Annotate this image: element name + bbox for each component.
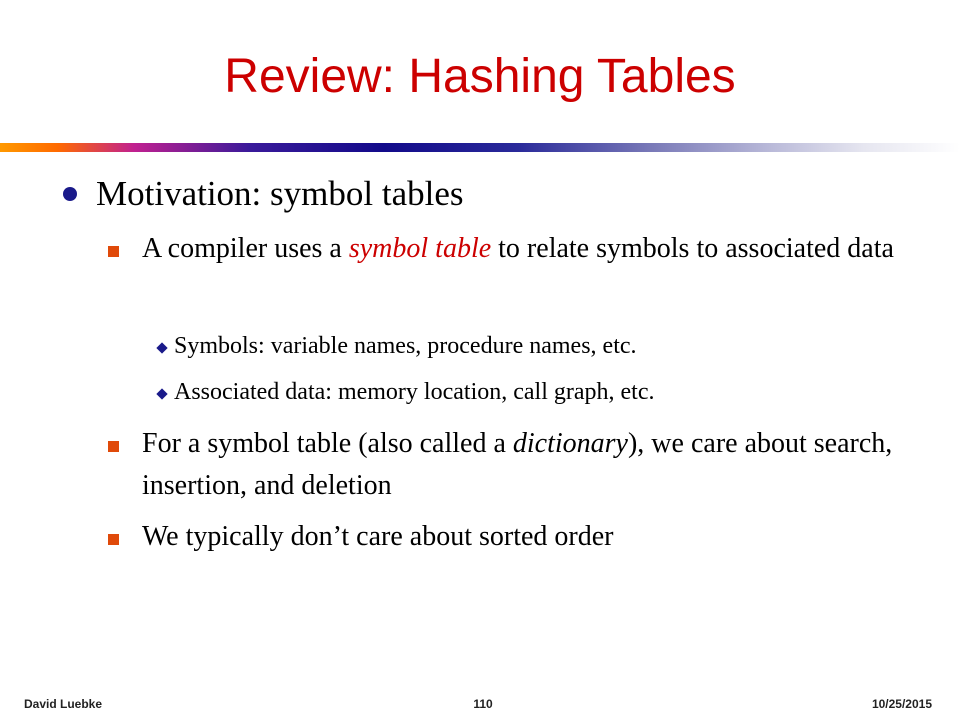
subbullet-symbols-text: Symbols: variable names, procedure names, etc. bbox=[174, 333, 637, 359]
square-bullet-icon bbox=[104, 423, 142, 465]
round-bullet-icon bbox=[60, 170, 96, 218]
square-bullet-icon bbox=[104, 228, 142, 270]
dictionary-term: dictionary bbox=[512, 428, 628, 459]
bullet-dictionary bbox=[104, 423, 940, 507]
bullet-dictionary-pre: For a symbol table (also called a bbox=[142, 428, 513, 459]
footer-date: 10/25/2015 bbox=[871, 697, 932, 711]
bullet-dictionary-post: ), we care about search, insertion, and deletion bbox=[142, 428, 893, 501]
subbullet-symbols bbox=[156, 328, 940, 364]
bullet-compiler-text bbox=[142, 228, 894, 270]
subbullet-associated-data-text: Associated data: memory location, call graph, etc. bbox=[174, 379, 655, 405]
bullet-sorted-order bbox=[104, 516, 940, 558]
subbullet-associated-data bbox=[156, 374, 940, 410]
title-divider bbox=[0, 143, 960, 152]
diamond-bullet-icon bbox=[156, 328, 174, 364]
bullet-dictionary-text bbox=[142, 423, 940, 507]
bullet-compiler-pre: A compiler uses a bbox=[142, 233, 349, 264]
bullet-motivation bbox=[60, 170, 940, 218]
slide-title: Review: Hashing Tables bbox=[224, 50, 736, 103]
footer-page-number: 110 bbox=[473, 697, 493, 711]
symbol-table-term: symbol table bbox=[348, 233, 492, 264]
footer-author: David Luebke bbox=[24, 697, 103, 711]
bullet-compiler bbox=[104, 228, 940, 270]
diamond-bullet-icon bbox=[156, 374, 174, 410]
bullet-sorted-order-text: We typically don’t care about sorted order bbox=[142, 521, 614, 552]
square-bullet-icon bbox=[104, 516, 142, 558]
bullet-compiler-post: to relate symbols to associated data bbox=[491, 233, 894, 264]
bullet-motivation-text: Motivation: symbol tables bbox=[96, 174, 464, 213]
